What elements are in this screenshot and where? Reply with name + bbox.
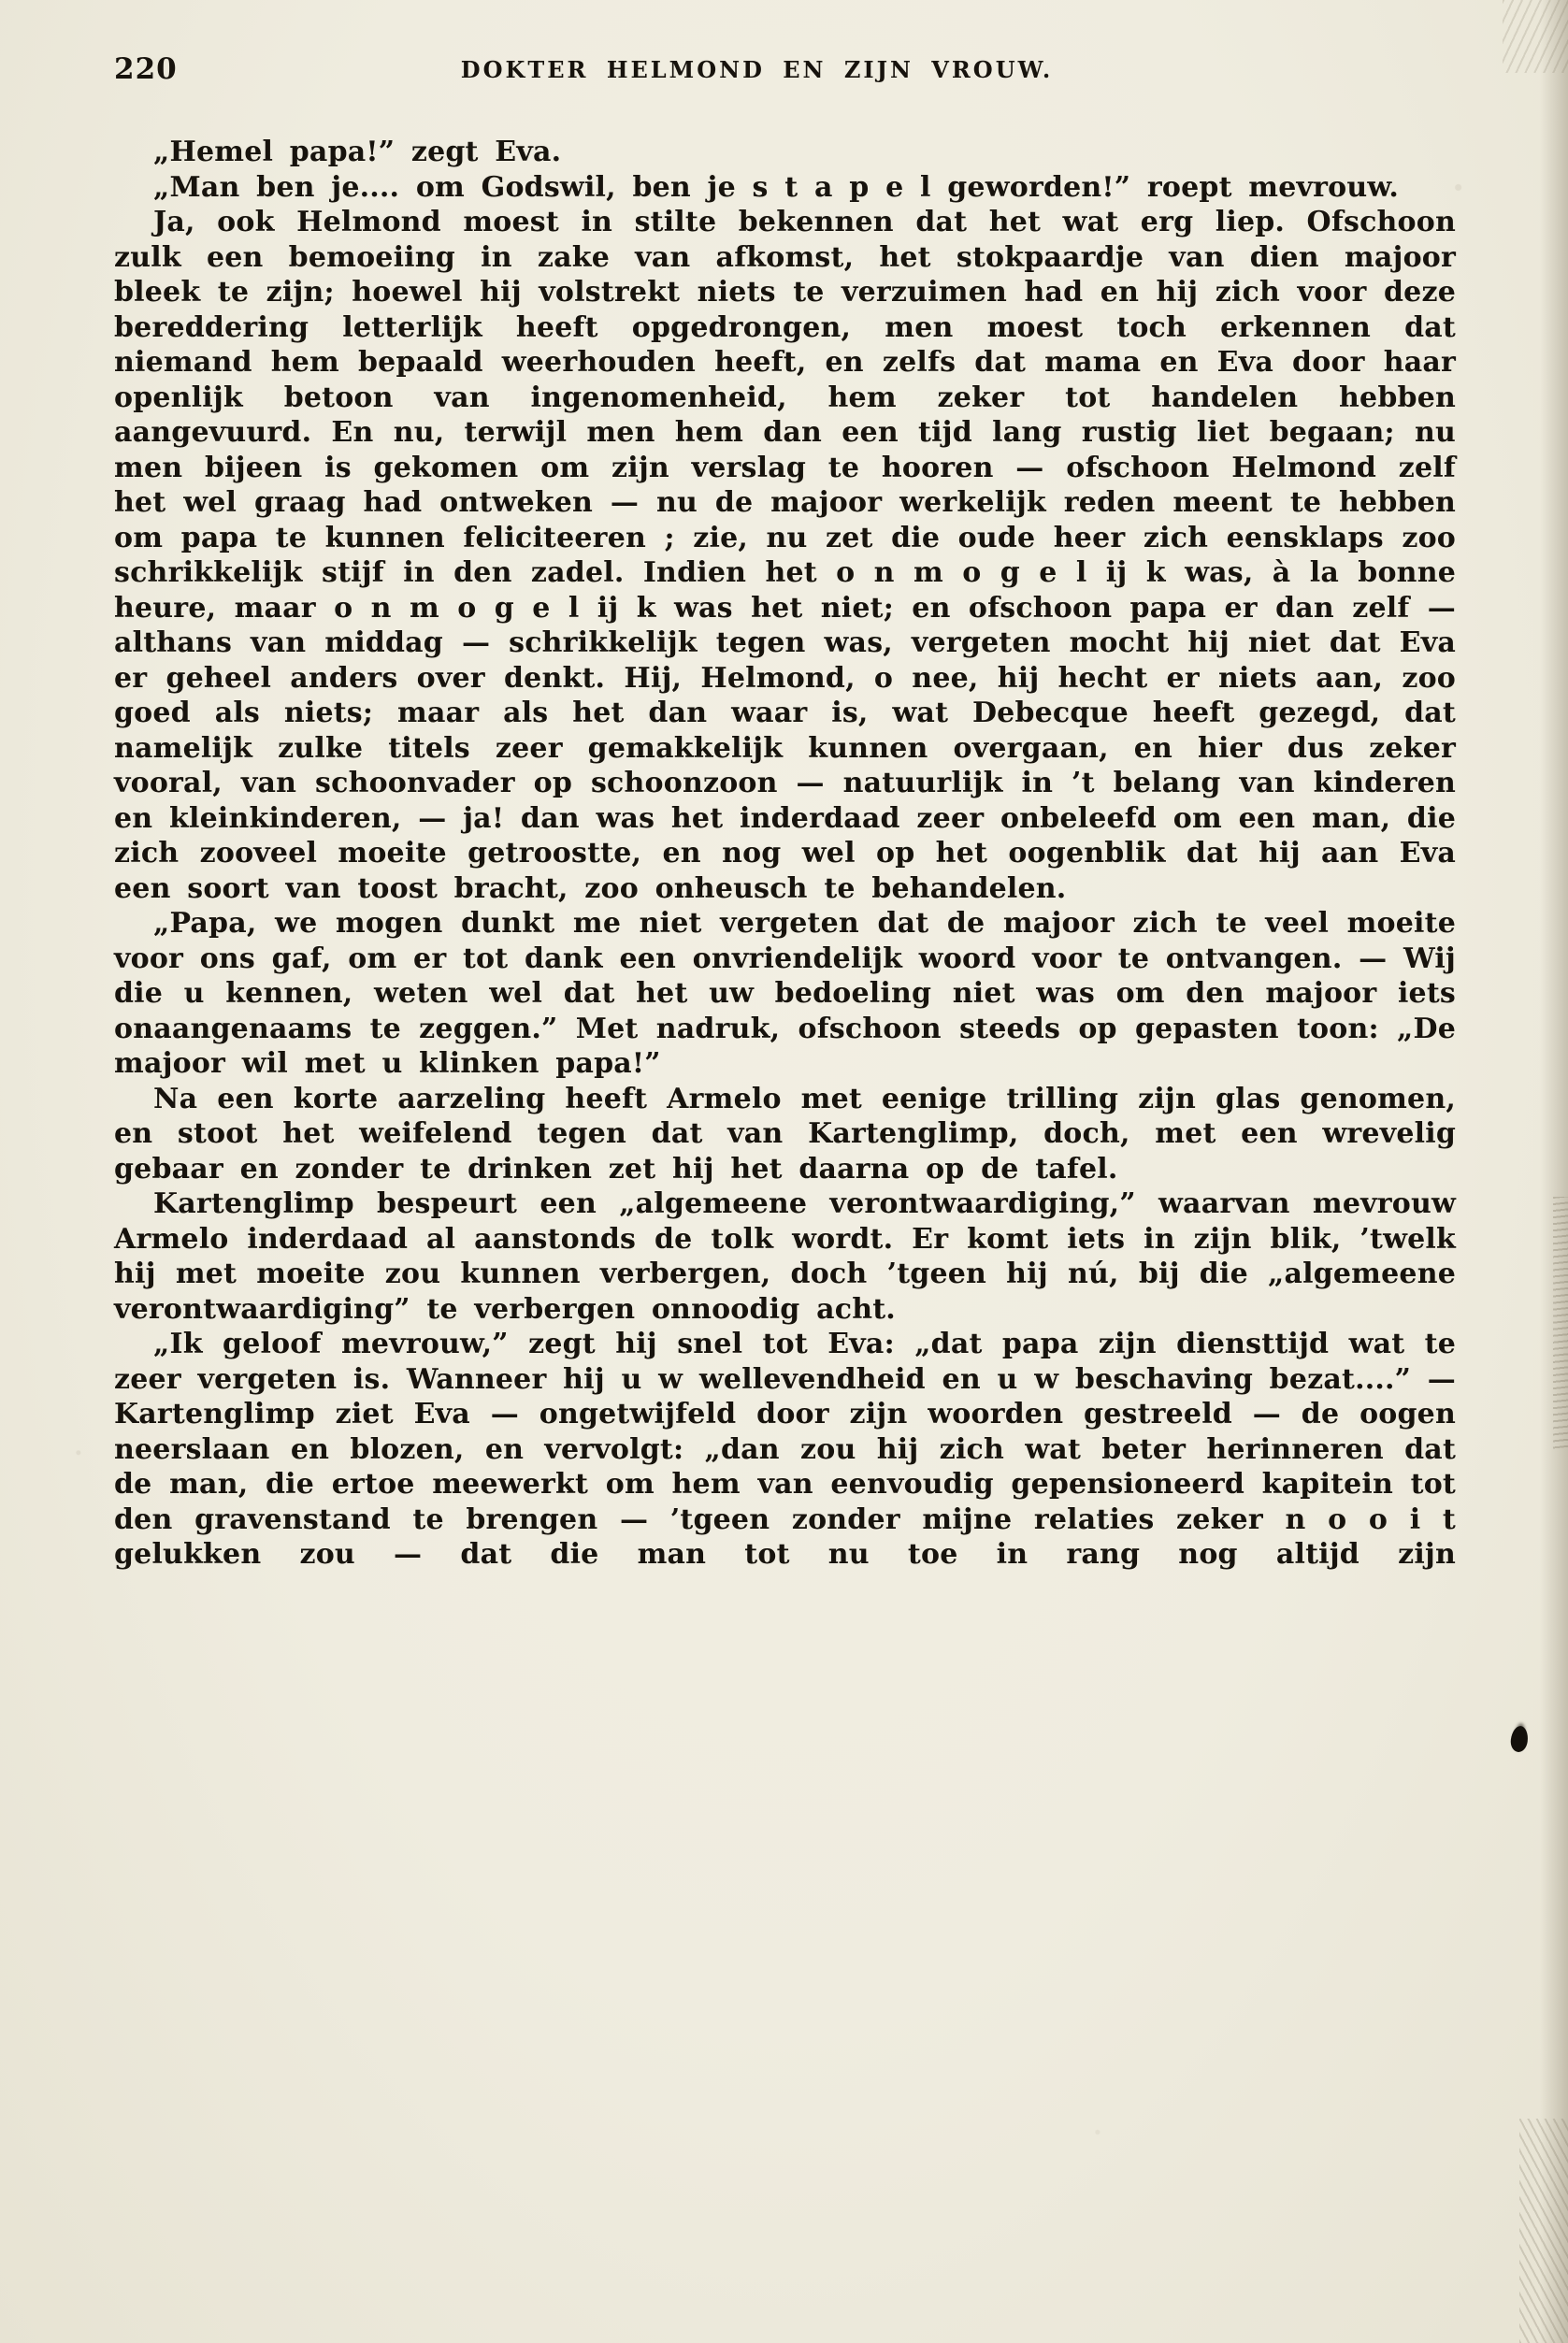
scan-scratch-top-right (1503, 0, 1568, 73)
scan-scratch-mid-right (1553, 1197, 1568, 1449)
scan-scratch-bottom-right (1519, 2119, 1568, 2343)
paragraph-dialogue-eva: „Hemel papa!” zegt Eva. (153, 136, 562, 168)
paragraph-dialogue-papa: „Papa, we mogen dunkt me niet vergeten dat de majoor zich te veel moeite voor ons gaf, om er tot dank een onvriendelijk woord voor te ontvangen. — Wij die u kennen, weten wel dat het uw bedoeling niet was om den majoor iets onaangenaams te zeggen.” Met nadruk, ofschoon steeds op gepasten toon: „De majoor wil met u klinken papa!” (114, 907, 1456, 1080)
paragraph-narration-kartenglimp: Kartenglimp bespeurt een „algemeene verontwaardiging,” waarvan mevrouw Armelo inderdaad al aanstonds de tolk wordt. Er komt iets in zijn blik, ’twelk hij met moeite zou kunnen verbergen, doch ’tgeen hij nú, bij die „algemeene verontwaardiging” te verbergen onnoodig acht. (114, 1187, 1456, 1326)
paragraph-dialogue-kartenglimp: „Ik geloof mevrouw,” zegt hij snel tot Eva: „dat papa zijn diensttijd wat te zeer vergeten is. Wanneer hij u w wellevendheid en u w beschaving bezat....” — Kartenglimp ziet Eva — ongetwijfeld door zijn woorden gestreeld — de oogen neerslaan en blozen, en vervolgt: „dan zou hij zich wat beter herinneren dat de man, die ertoe meewerkt om hem van eenvoudig gepensioneerd kapitein tot den gravenstand te brengen — ’tgeen zonder mijne relaties zeker n o o i t gelukken zou — dat die man tot nu toe in rang nog altijd zijn (114, 1328, 1456, 1571)
running-head-row (114, 50, 1456, 92)
ink-blob-artifact (1509, 1725, 1529, 1753)
running-header-title: DOKTER HELMOND EN ZIJN VROUW. (460, 56, 1054, 83)
scan-edge-shadow (1540, 0, 1568, 2343)
paragraph-narration-helmond: Ja, ook Helmond moest in stilte bekennen dat het wat erg liep. Ofschoon zulk een bemoeiing in zake van afkomst, het stokpaardje van dien majoor bleek te zijn; hoewel hij volstrekt niets te verzuimen had en hij zich voor deze bereddering letterlijk heeft opgedrongen, men moest toch erkennen dat niemand hem bepaald weerhouden heeft, en zelfs dat mama en Eva door haar openlijk betoon van ingenomenheid, hem zeker tot handelen hebben aangevuurd. En nu, terwijl men hem dan een tijd lang rustig liet begaan; nu men bijeen is gekomen om zijn verslag te hooren — ofschoon Helmond zelf het wel graag had ontweken — nu de majoor werkelijk reden meent te hebben om papa te kunnen feliciteeren ; zie, nu zet die oude heer zich eensklaps zoo schrikkelijk stijf in den zadel. Indien het o n m o g e l ij k was, à la bonne heure, maar o n m o g e l ij k was het niet; en ofschoon papa er dan zelf — althans van middag — schrikkelijk tegen was, vergeten mocht hij niet dat Eva er geheel anders over denkt. Hij, Helmond, o nee, hij hecht er niets aan, zoo goed als niets; maar als het dan waar is, wat Debecque heeft gezegd, dat namelijk zulke titels zeer gemakkelijk kunnen overgaan, en hier dus zeker vooral, van schoonvader op schoonzoon — natuurlijk in ’t belang van kinderen en kleinkinderen, — ja! dan was het inderdaad zeer onbeleefd om een man, die zich zooveel moeite getroostte, en nog wel op het oogenblik dat hij aan Eva een soort van toost bracht, zoo onheusch te behandelen. (114, 206, 1456, 905)
body-text-block (114, 135, 1456, 1573)
paragraph-dialogue-mevrouw: „Man ben je.... om Godswil, ben je s t a p e l geworden!” roept mevrouw. (153, 170, 1400, 204)
paragraph-narration-armelo: Na een korte aarzeling heeft Armelo met eenige trilling zijn glas genomen, en stoot het weifelend tegen dat van Kartenglimp, doch, met een wrevelig gebaar en zonder te drinken zet hij het daarna op de tafel. (114, 1082, 1456, 1186)
page-number: 220 (114, 52, 178, 86)
